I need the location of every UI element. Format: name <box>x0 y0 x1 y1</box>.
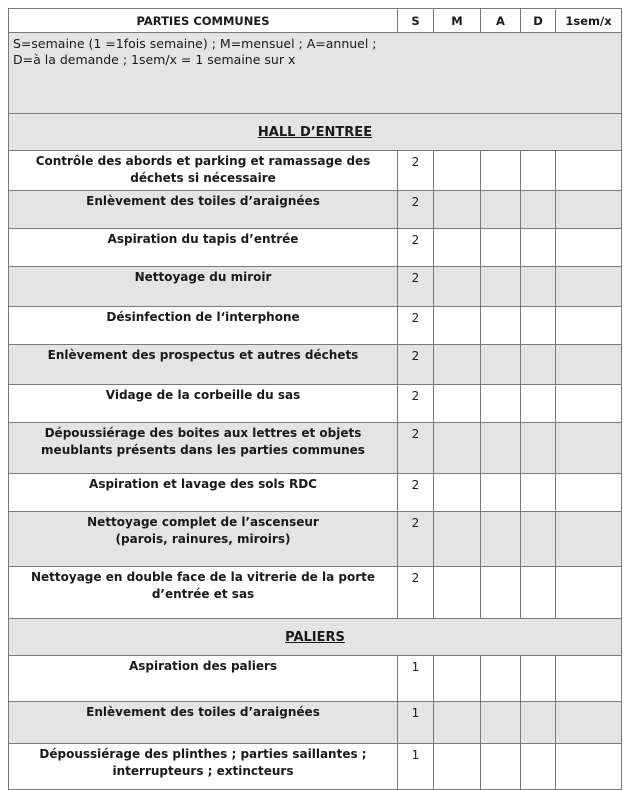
frequency-d-cell <box>521 267 556 307</box>
frequency-d-cell <box>521 345 556 385</box>
frequency-s-cell: 2 <box>398 512 434 567</box>
frequency-m-cell <box>434 656 481 702</box>
frequency-d-cell <box>521 656 556 702</box>
frequency-a-cell <box>481 229 521 267</box>
task-label-line1: Vidage de la corbeille du sas <box>105 388 301 402</box>
task-label <box>9 385 398 423</box>
frequency-s-cell: 2 <box>398 567 434 619</box>
frequency-m-cell <box>434 345 481 385</box>
task-label-line1: Nettoyage complet de l’ascenseur <box>87 515 319 529</box>
frequency-s-cell: 1 <box>398 656 434 702</box>
section-title: HALL D’ENTREE <box>257 124 373 140</box>
task-label-line2: meublants présents dans les parties communes <box>41 443 365 457</box>
task-row <box>9 307 622 345</box>
frequency-1sem-x-cell <box>556 744 622 790</box>
task-row <box>9 151 622 191</box>
frequency-a-cell <box>481 512 521 567</box>
frequency-m-cell <box>434 307 481 345</box>
frequency-1sem-x-cell <box>556 702 622 744</box>
header-task: PARTIES COMMUNES <box>9 9 398 33</box>
task-row <box>9 267 622 307</box>
frequency-1sem-x-cell <box>556 191 622 229</box>
task-row <box>9 385 622 423</box>
frequency-1sem-x-cell <box>556 385 622 423</box>
frequency-1sem-x-cell <box>556 151 622 191</box>
header-1sem-x: 1sem/x <box>556 9 622 33</box>
task-label-line1: Contrôle des abords et parking et ramassage des <box>35 154 371 168</box>
task-label <box>9 656 398 702</box>
frequency-a-cell <box>481 423 521 474</box>
header-d: D <box>521 9 556 33</box>
task-label <box>9 512 398 567</box>
task-row <box>9 656 622 702</box>
task-label-line1: Nettoyage en double face de la vitrerie de la porte <box>30 570 376 584</box>
task-label <box>9 423 398 474</box>
frequency-d-cell <box>521 385 556 423</box>
task-label-line1: Nettoyage du miroir <box>134 270 272 284</box>
task-label-line2: (parois, rainures, miroirs) <box>115 532 291 546</box>
frequency-s-cell: 2 <box>398 474 434 512</box>
frequency-m-cell <box>434 567 481 619</box>
task-row <box>9 229 622 267</box>
frequency-m-cell <box>434 229 481 267</box>
task-row <box>9 423 622 474</box>
section-title-cell <box>9 114 622 151</box>
section-header <box>9 619 622 656</box>
task-label <box>9 474 398 512</box>
task-label-line2: déchets si nécessaire <box>130 171 276 185</box>
frequency-d-cell <box>521 512 556 567</box>
legend-line-2: D=à la demande ; 1sem/x = 1 semaine sur x <box>13 52 296 67</box>
task-label-line1: Aspiration et lavage des sols RDC <box>89 477 317 491</box>
task-label-line1: Dépoussiérage des plinthes ; parties saillantes ; <box>39 747 367 761</box>
frequency-s-cell: 2 <box>398 345 434 385</box>
task-row <box>9 345 622 385</box>
section-title-cell <box>9 619 622 656</box>
legend-line-1: S=semaine (1 =1fois semaine) ; M=mensuel ; A=annuel ; <box>13 36 377 51</box>
task-row <box>9 744 622 790</box>
frequency-s-cell: 2 <box>398 423 434 474</box>
task-label <box>9 744 398 790</box>
frequency-m-cell <box>434 191 481 229</box>
frequency-s-cell: 2 <box>398 267 434 307</box>
task-row <box>9 567 622 619</box>
frequency-a-cell <box>481 345 521 385</box>
header-s: S <box>398 9 434 33</box>
frequency-a-cell <box>481 702 521 744</box>
frequency-s-cell: 2 <box>398 191 434 229</box>
section-header <box>9 114 622 151</box>
frequency-a-cell <box>481 151 521 191</box>
frequency-a-cell <box>481 267 521 307</box>
frequency-d-cell <box>521 307 556 345</box>
frequency-a-cell <box>481 191 521 229</box>
frequency-1sem-x-cell <box>556 229 622 267</box>
frequency-d-cell <box>521 151 556 191</box>
frequency-s-cell: 1 <box>398 702 434 744</box>
frequency-m-cell <box>434 744 481 790</box>
frequency-a-cell <box>481 474 521 512</box>
task-label-line1: Désinfection de l‘interphone <box>106 310 300 324</box>
legend-cell <box>9 33 622 114</box>
frequency-s-cell: 1 <box>398 744 434 790</box>
task-label <box>9 307 398 345</box>
frequency-s-cell: 2 <box>398 385 434 423</box>
task-label <box>9 345 398 385</box>
frequency-d-cell <box>521 229 556 267</box>
task-label-line1: Enlèvement des prospectus et autres déchets <box>47 348 359 362</box>
task-label-line2: interrupteurs ; extincteurs <box>112 764 294 778</box>
frequency-m-cell <box>434 151 481 191</box>
frequency-d-cell <box>521 191 556 229</box>
frequency-d-cell <box>521 744 556 790</box>
task-row <box>9 512 622 567</box>
frequency-a-cell <box>481 656 521 702</box>
frequency-d-cell <box>521 423 556 474</box>
task-row <box>9 474 622 512</box>
task-label <box>9 267 398 307</box>
task-row <box>9 702 622 744</box>
frequency-m-cell <box>434 512 481 567</box>
legend-row <box>9 33 622 114</box>
frequency-1sem-x-cell <box>556 474 622 512</box>
task-label-line1: Aspiration du tapis d’entrée <box>107 232 299 246</box>
frequency-1sem-x-cell <box>556 567 622 619</box>
frequency-m-cell <box>434 423 481 474</box>
task-label <box>9 191 398 229</box>
frequency-m-cell <box>434 702 481 744</box>
frequency-a-cell <box>481 385 521 423</box>
task-label <box>9 702 398 744</box>
frequency-a-cell <box>481 567 521 619</box>
task-label <box>9 151 398 191</box>
frequency-1sem-x-cell <box>556 345 622 385</box>
task-row <box>9 191 622 229</box>
task-label-line1: Enlèvement des toiles d’araignées <box>86 194 320 208</box>
section-title: PALIERS <box>285 629 345 645</box>
frequency-a-cell <box>481 744 521 790</box>
frequency-s-cell: 2 <box>398 307 434 345</box>
frequency-d-cell <box>521 702 556 744</box>
header-m: M <box>434 9 481 33</box>
task-label <box>9 229 398 267</box>
frequency-1sem-x-cell <box>556 656 622 702</box>
frequency-s-cell: 2 <box>398 229 434 267</box>
task-label-line1: Dépoussiérage des boites aux lettres et objets <box>44 426 362 440</box>
frequency-1sem-x-cell <box>556 512 622 567</box>
frequency-d-cell <box>521 567 556 619</box>
frequency-1sem-x-cell <box>556 267 622 307</box>
task-label-line1: Enlèvement des toiles d’araignées <box>86 705 320 719</box>
frequency-1sem-x-cell <box>556 307 622 345</box>
task-label-line2: d’entrée et sas <box>151 587 255 601</box>
header-a: A <box>481 9 521 33</box>
frequency-d-cell <box>521 474 556 512</box>
frequency-s-cell: 2 <box>398 151 434 191</box>
frequency-m-cell <box>434 474 481 512</box>
header-row <box>9 9 622 33</box>
task-label-line1: Aspiration des paliers <box>128 659 278 673</box>
task-label <box>9 567 398 619</box>
frequency-m-cell <box>434 385 481 423</box>
cleaning-schedule-table <box>8 8 622 790</box>
frequency-a-cell <box>481 307 521 345</box>
frequency-m-cell <box>434 267 481 307</box>
frequency-1sem-x-cell <box>556 423 622 474</box>
